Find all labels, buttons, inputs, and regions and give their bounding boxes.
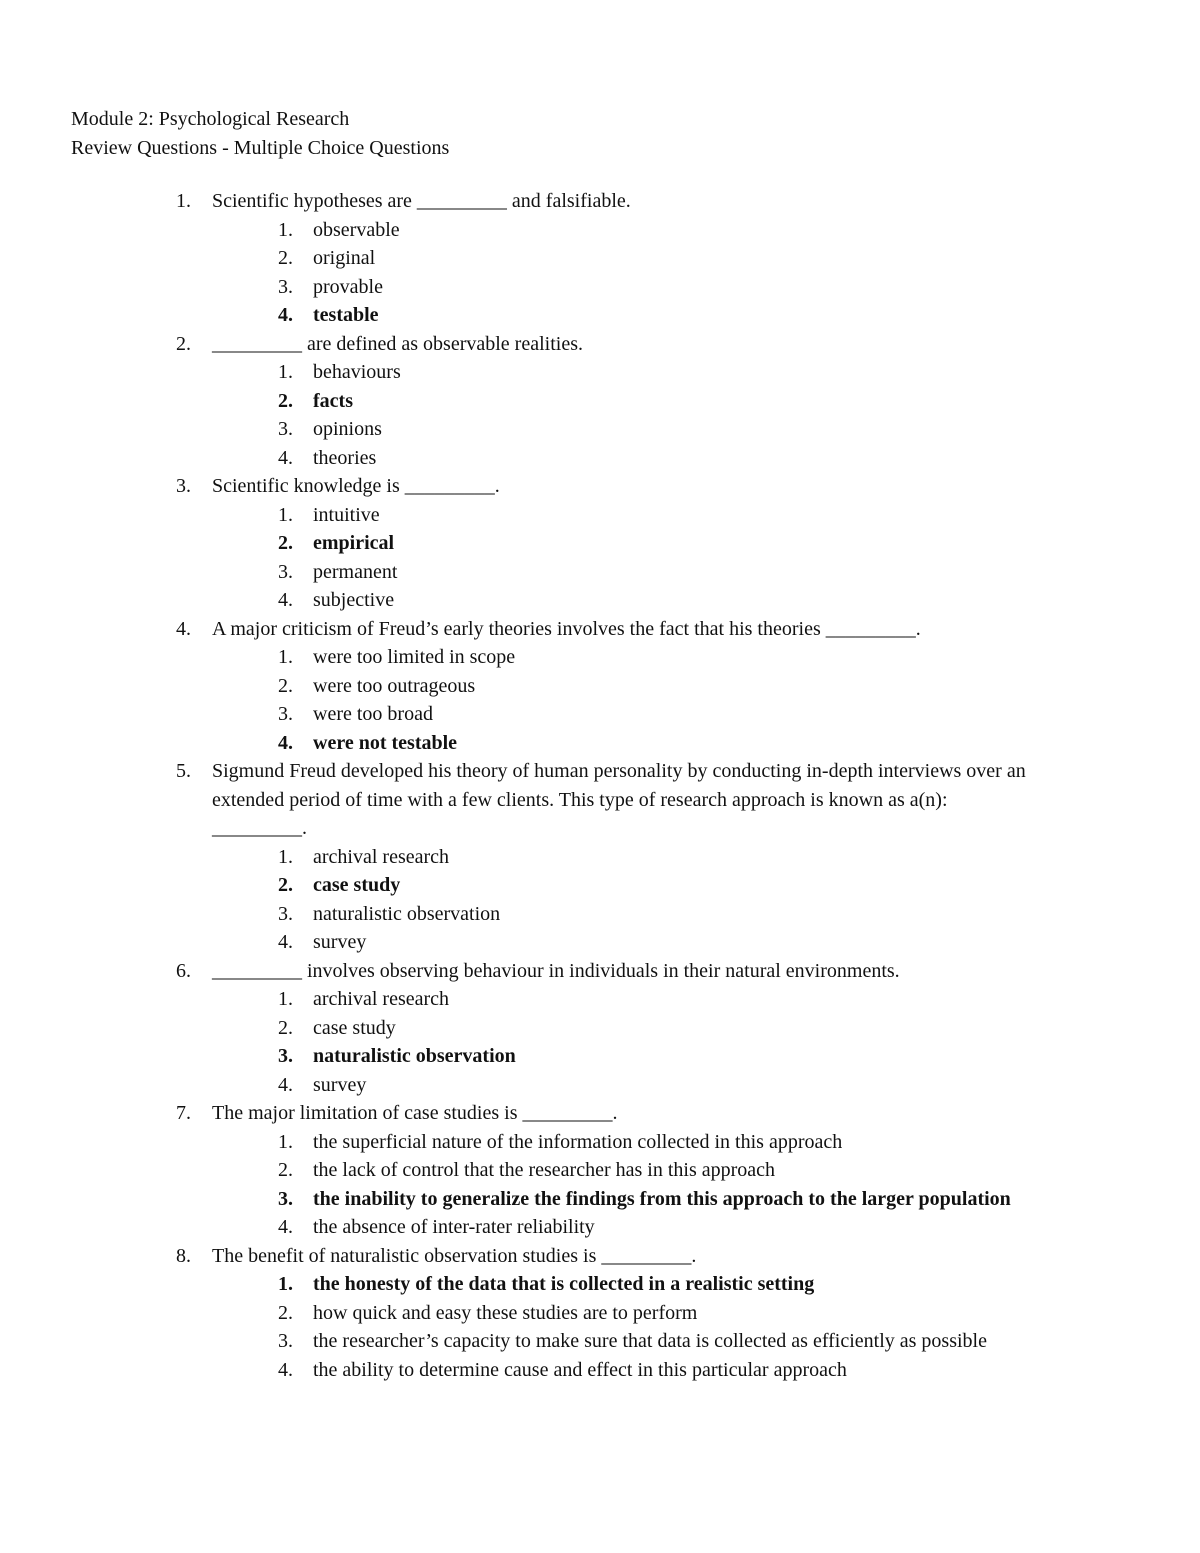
answer-option: [0, 415, 1200, 444]
question-number: 8.: [176, 1244, 191, 1267]
question-text: _________ involves observing behaviour in individuals in their natural environments.: [212, 959, 900, 982]
option-number: 3.: [278, 560, 293, 583]
option-number: 1.: [278, 503, 293, 526]
answer-option: [0, 1014, 1200, 1043]
option-number: 4.: [278, 1073, 293, 1096]
answer-option-correct: [0, 1042, 1200, 1071]
option-text: the lack of control that the researcher has in this approach: [313, 1159, 776, 1181]
option-number: 3.: [278, 1330, 293, 1352]
option-text: behaviours: [313, 361, 401, 383]
answer-option: [0, 244, 1200, 273]
document-header: [71, 105, 449, 162]
question-item: [0, 1242, 1200, 1385]
option-number: 4.: [278, 304, 293, 326]
option-text: naturalistic observation: [313, 902, 501, 925]
option-text: the superficial nature of the information collected in this approach: [313, 1130, 843, 1153]
option-number: 4.: [278, 1358, 293, 1381]
option-number: 3.: [278, 703, 293, 725]
question-item: [0, 1099, 1200, 1242]
option-text: were too broad: [313, 703, 433, 725]
answer-option: [0, 501, 1200, 530]
option-number: 4.: [278, 1216, 293, 1238]
section-subtitle: Review Questions - Multiple Choice Questions: [71, 136, 450, 159]
answer-option-correct: [0, 387, 1200, 416]
option-text: were not testable: [313, 731, 458, 754]
answer-option: [0, 1071, 1200, 1100]
option-number: 4.: [278, 931, 293, 953]
answer-option: [0, 672, 1200, 701]
answer-option: [0, 700, 1200, 729]
question-text: The major limitation of case studies is _________.: [212, 1102, 618, 1124]
answer-option: [0, 273, 1200, 302]
question-item: [0, 957, 1200, 1100]
question-text: _________ are defined as observable realities.: [212, 332, 583, 355]
question-text: A major criticism of Freud’s early theories involves the fact that his theories _________.: [212, 617, 921, 640]
option-text: permanent: [313, 560, 398, 583]
answer-option: [0, 1356, 1200, 1385]
question-list: [0, 187, 1200, 1384]
answer-option: [0, 444, 1200, 473]
option-text: the ability to determine cause and effect in this particular approach: [313, 1358, 847, 1381]
question-number: 2.: [176, 332, 191, 355]
option-number: 1.: [278, 361, 293, 383]
question-text: Sigmund Freud developed his theory of human personality by conducting in-depth interviews over an extended period of time with a few clients. This type of research approach is known as a(n): _________.: [212, 760, 1026, 839]
answer-option: [0, 1128, 1200, 1157]
option-number: 4.: [278, 589, 293, 611]
option-number: 1.: [278, 218, 293, 241]
option-number: 2.: [278, 1159, 293, 1181]
option-number: 2.: [278, 674, 293, 697]
question-number: 6.: [176, 959, 191, 982]
answer-option: [0, 1327, 1200, 1356]
answer-option: [0, 358, 1200, 387]
option-text: testable: [313, 304, 379, 326]
answer-option: [0, 900, 1200, 929]
answer-option-correct: [0, 871, 1200, 900]
option-text: provable: [313, 275, 383, 298]
answer-option-correct: [0, 1185, 1200, 1214]
option-text: intuitive: [313, 503, 380, 526]
answer-option-correct: [0, 529, 1200, 558]
question-number: 3.: [176, 475, 191, 497]
option-text: archival research: [313, 845, 450, 868]
option-text: survey: [313, 931, 367, 953]
question-item: [0, 187, 1200, 330]
option-number: 1.: [278, 1273, 293, 1295]
option-number: 1.: [278, 988, 293, 1010]
option-text: observable: [313, 218, 400, 241]
option-text: naturalistic observation: [313, 1045, 516, 1067]
question-text: Scientific hypotheses are _________ and falsifiable.: [212, 190, 631, 212]
option-text: were too outrageous: [313, 674, 476, 697]
option-text: opinions: [313, 418, 382, 440]
question-number: 1.: [176, 190, 191, 212]
answer-option: [0, 216, 1200, 245]
answer-option: [0, 985, 1200, 1014]
option-text: facts: [313, 389, 353, 412]
option-number: 3.: [278, 1187, 293, 1210]
question-item: [0, 472, 1200, 615]
option-text: survey: [313, 1073, 367, 1096]
option-number: 1.: [278, 1130, 293, 1153]
option-text: subjective: [313, 589, 395, 611]
option-number: 3.: [278, 1045, 293, 1067]
option-text: how quick and easy these studies are to perform: [313, 1301, 698, 1324]
option-number: 1.: [278, 845, 293, 868]
option-text: empirical: [313, 532, 395, 554]
answer-option: [0, 843, 1200, 872]
option-text: case study: [313, 874, 401, 896]
option-number: 3.: [278, 418, 293, 440]
answer-option: [0, 1213, 1200, 1242]
answer-option-correct: [0, 1270, 1200, 1299]
answer-option: [0, 1156, 1200, 1185]
option-number: 2.: [278, 247, 293, 269]
question-item: [0, 615, 1200, 758]
option-number: 3.: [278, 902, 293, 925]
question-number: 7.: [176, 1102, 191, 1124]
answer-option: [0, 1299, 1200, 1328]
question-text: Scientific knowledge is _________.: [212, 475, 500, 497]
option-number: 2.: [278, 874, 293, 896]
option-text: the honesty of the data that is collected in a realistic setting: [313, 1273, 815, 1295]
question-number: 4.: [176, 617, 191, 640]
answer-option: [0, 928, 1200, 957]
option-text: the inability to generalize the findings from this approach to the larger population: [313, 1187, 1011, 1210]
question-item: [0, 330, 1200, 473]
option-number: 2.: [278, 389, 293, 412]
answer-option: [0, 558, 1200, 587]
option-text: archival research: [313, 988, 450, 1010]
option-text: were too limited in scope: [313, 646, 516, 668]
option-text: original: [313, 247, 376, 269]
question-number: 5.: [176, 760, 191, 782]
option-number: 4.: [278, 446, 293, 469]
option-text: the researcher’s capacity to make sure that data is collected as efficiently as possible: [313, 1330, 987, 1352]
answer-option: [0, 643, 1200, 672]
option-text: theories: [313, 446, 377, 469]
option-number: 4.: [278, 731, 293, 754]
option-number: 2.: [278, 1016, 293, 1039]
option-number: 2.: [278, 532, 293, 554]
answer-option-correct: [0, 301, 1200, 330]
option-text: the absence of inter-rater reliability: [313, 1216, 595, 1238]
option-number: 3.: [278, 275, 293, 298]
answer-option-correct: [0, 729, 1200, 758]
module-title: Module 2: Psychological Research: [71, 108, 350, 130]
option-number: 1.: [278, 646, 293, 668]
question-item: [0, 757, 1200, 957]
answer-option: [0, 586, 1200, 615]
option-text: case study: [313, 1016, 396, 1039]
question-text: The benefit of naturalistic observation studies is _________.: [212, 1244, 697, 1267]
option-number: 2.: [278, 1301, 293, 1324]
